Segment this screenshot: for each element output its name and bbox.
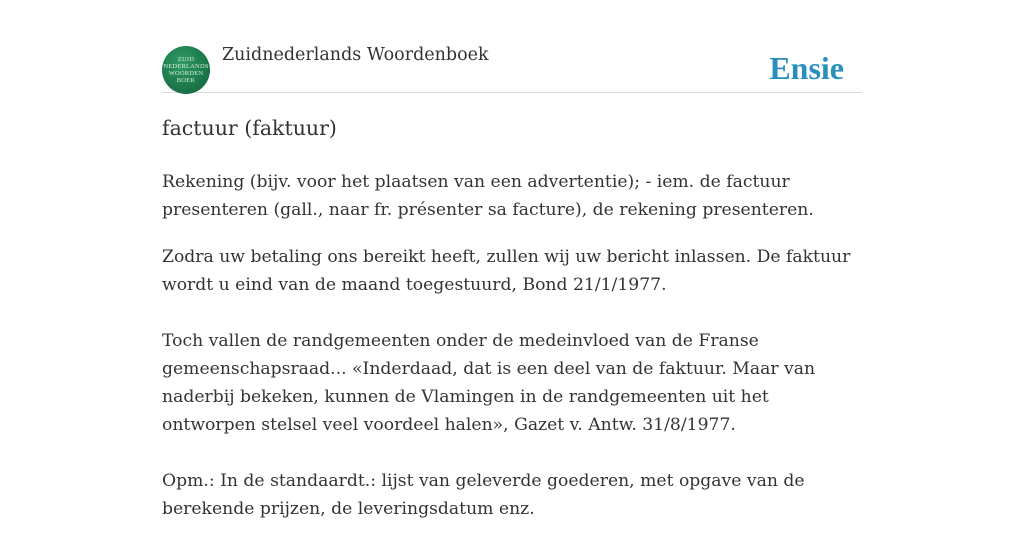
entry-content xyxy=(162,168,862,542)
page xyxy=(162,0,862,519)
entry-definition: Rekening (bijv. voor het plaatsen van een advertentie); - iem. de factuur presenteren (gall., naar fr. présenter sa facture), de rekening presenteren. xyxy=(162,172,814,220)
logo-text-line-3: WOORDEN xyxy=(168,70,204,77)
entry-title: factuur (faktuur) xyxy=(162,116,337,140)
logo[interactable] xyxy=(162,46,210,94)
entry-note: Opm.: In de standaardt.: lijst van geleverde goederen, met opgave van de berekende prijzen, de leveringsdatum enz. xyxy=(162,471,805,519)
entry-example-2: Toch vallen de randgemeenten onder de medeinvloed van de Franse gemeenschapsraad... «Inderdaad, dat is een deel van de faktuur. Maar van naderbij bekeken, kunnen de Vlamingen in de randgemeenten uit het ontworpen stelsel veel voordeel halen», Gazet v. Antw. 31/8/1977. xyxy=(162,331,816,435)
entry-example-1: Zodra uw betaling ons bereikt heeft, zullen wij uw bericht inlassen. De faktuur wordt u eind van de maand toegestuurd, Bond 21/1/1977. xyxy=(162,247,851,295)
logo-text-line-1: ZUID xyxy=(177,56,195,63)
site-name[interactable]: Zuidnederlands Woordenboek xyxy=(222,45,489,65)
brand-logo[interactable]: Ensie xyxy=(769,50,844,86)
header xyxy=(162,0,862,93)
logo-text-line-4: BOEK xyxy=(176,77,196,84)
logo-text-line-2: NEDERLANDS xyxy=(163,63,209,70)
